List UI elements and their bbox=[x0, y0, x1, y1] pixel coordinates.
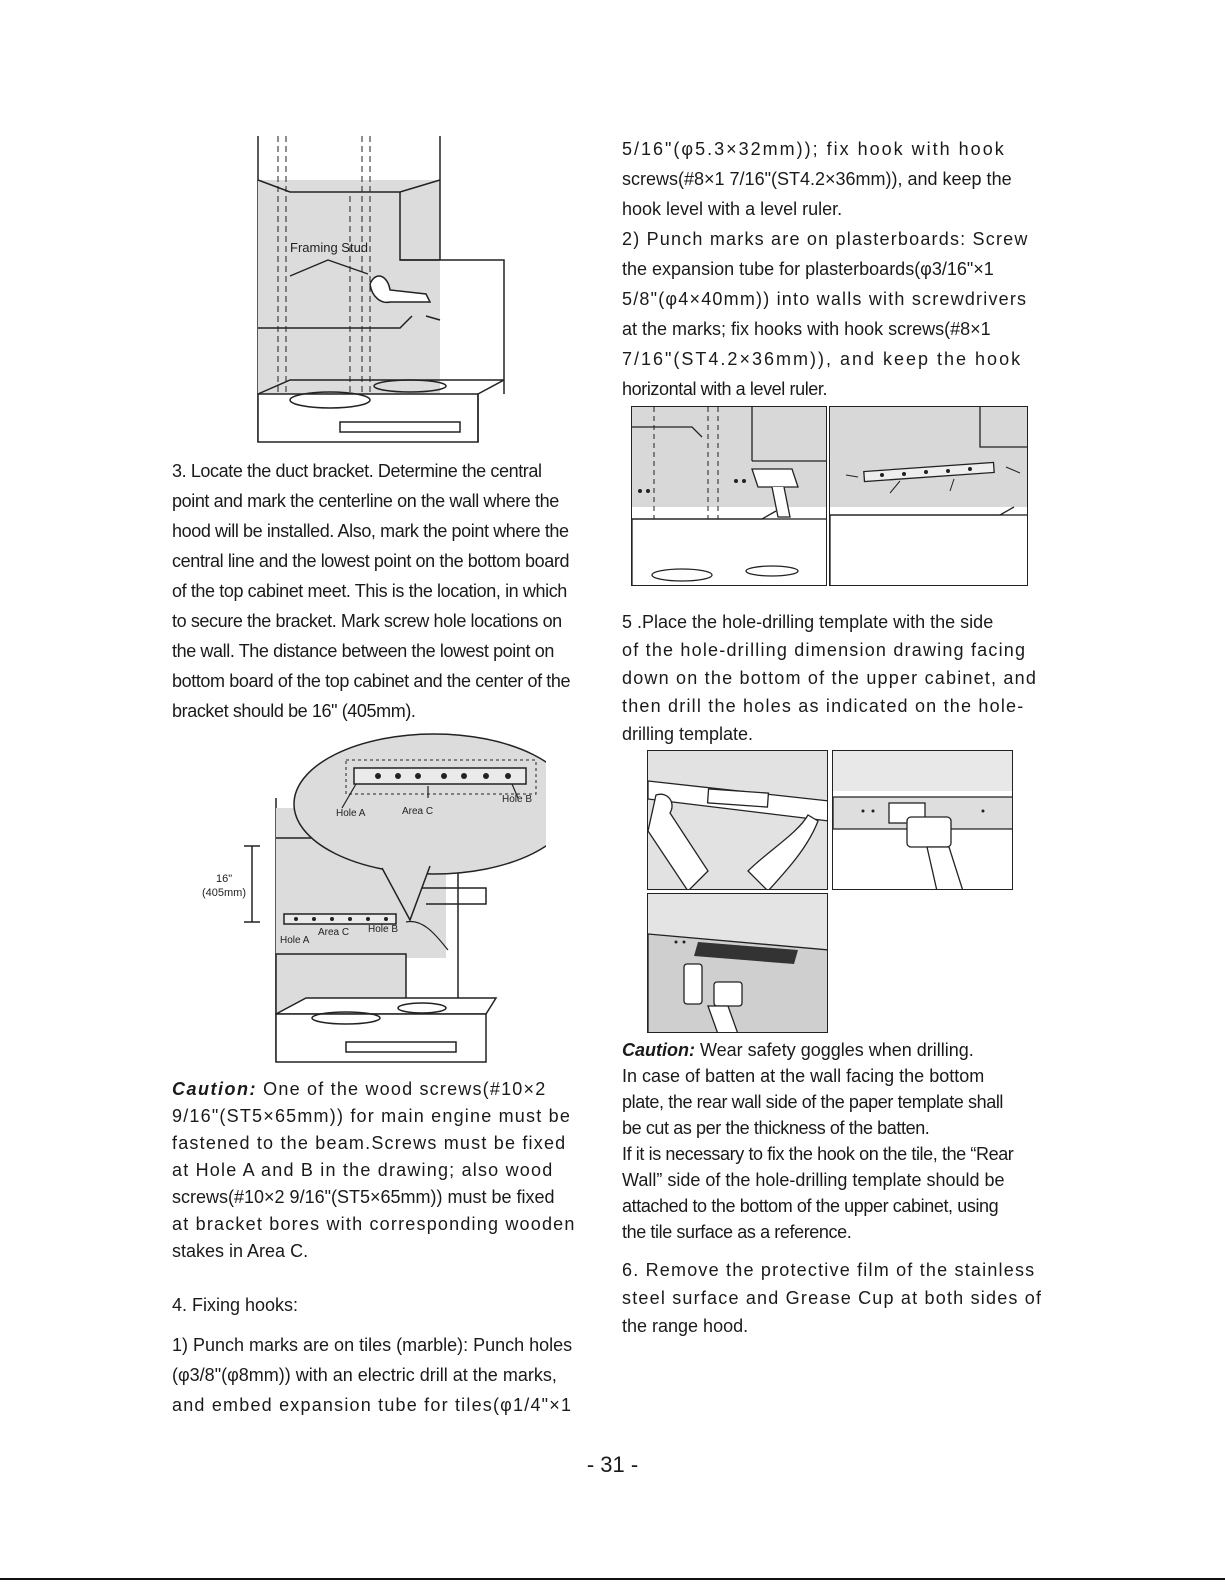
left-caution-block bbox=[172, 1076, 598, 1265]
drill-marks-illustration bbox=[631, 406, 827, 586]
hole-b-label: Hole B bbox=[368, 924, 399, 935]
dimension-mm: (405mm) bbox=[202, 887, 247, 899]
text-line: steel surface and Grease Cup at both sides of bbox=[622, 1288, 1043, 1308]
template-placement-illustration bbox=[647, 750, 828, 890]
text-line: at Hole A and B in the drawing; also wood bbox=[172, 1160, 554, 1180]
text-line: screws(#8×1 7/16"(ST4.2×36mm)), and keep the bbox=[622, 169, 1012, 189]
text-line: the wall. The distance between the lowest point on bbox=[172, 641, 554, 661]
text-line: bottom board of the top cabinet and the center of the bbox=[172, 671, 571, 691]
text-line: of the top cabinet meet. This is the location, in which bbox=[172, 581, 567, 601]
right-caution-block bbox=[622, 1037, 1052, 1245]
text-line: 5/8"(φ4×40mm)) into walls with screwdrivers bbox=[622, 289, 1028, 309]
text-line: If it is necessary to fix the hook on the tile, the “Rear bbox=[622, 1144, 1014, 1164]
text-line: down on the bottom of the upper cabinet, and bbox=[622, 668, 1038, 688]
text-line: In case of batten at the wall facing the bottom bbox=[622, 1066, 985, 1086]
text-line: at the marks; fix hooks with hook screws(#8×1 bbox=[622, 319, 991, 339]
framing-stud-label: Framing Stud bbox=[290, 240, 369, 255]
text-line: One of the wood screws(#10×2 bbox=[256, 1079, 547, 1099]
text-line: horizontal with a level ruler. bbox=[622, 379, 828, 399]
text-line: and embed expansion tube for tiles(φ1/4"×1 bbox=[172, 1395, 573, 1415]
text-line: 2) Punch marks are on plasterboards: Screw bbox=[622, 229, 1029, 249]
text-line: central line and the lowest point on the bottom board bbox=[172, 551, 570, 571]
text-line: 6. Remove the protective film of the stainless bbox=[622, 1260, 1036, 1280]
template-drilling-illustration bbox=[832, 750, 1013, 890]
bottom-rule bbox=[0, 1578, 1225, 1580]
text-line: (φ3/8"(φ8mm)) with an electric drill at the marks, bbox=[172, 1365, 557, 1385]
step4-title: 4. Fixing hooks: bbox=[172, 1295, 299, 1315]
caution-label: Caution: bbox=[172, 1079, 257, 1099]
area-c-label-zoom: Area C bbox=[402, 806, 434, 817]
text-line: 3. Locate the duct bracket. Determine the central bbox=[172, 461, 542, 481]
text-line: hook level with a level ruler. bbox=[622, 199, 843, 219]
page-number: - 31 - bbox=[586, 1452, 639, 1477]
text-line: the range hood. bbox=[622, 1316, 749, 1336]
hole-b-label-zoom: Hole B bbox=[502, 794, 533, 805]
hole-a-label-zoom: Hole A bbox=[336, 808, 366, 819]
text-line: the expansion tube for plasterboards(φ3/16"×1 bbox=[622, 259, 994, 279]
text-line: of the hole-drilling dimension drawing facing bbox=[622, 640, 1027, 660]
text-line: the tile surface as a reference. bbox=[622, 1222, 852, 1242]
hole-a-label: Hole A bbox=[280, 935, 310, 946]
area-c-label: Area C bbox=[318, 927, 350, 938]
text-line: Wear safety goggles when drilling. bbox=[694, 1040, 974, 1060]
duct-bracket-illustration bbox=[196, 728, 546, 1064]
caution-line-first bbox=[172, 1076, 598, 1103]
step6-block bbox=[622, 1256, 1052, 1340]
text-line: then drill the holes as indicated on the hole- bbox=[622, 696, 1025, 716]
text-line: bracket should be 16" (405mm). bbox=[172, 701, 416, 721]
step3-paragraph bbox=[172, 456, 598, 726]
text-line: stakes in Area C. bbox=[172, 1241, 309, 1261]
text-line: Wall” side of the hole-drilling template should be bbox=[622, 1170, 1005, 1190]
step5-block bbox=[622, 608, 1052, 748]
text-line: attached to the bottom of the upper cabinet, using bbox=[622, 1196, 999, 1216]
text-line: plate, the rear wall side of the paper template shall bbox=[622, 1092, 1004, 1112]
text-line: point and mark the centerline on the wall where the bbox=[172, 491, 559, 511]
text-line: screws(#10×2 9/16"(ST5×65mm)) must be fixed bbox=[172, 1187, 555, 1207]
text-line: 7/16"(ST4.2×36mm)), and keep the hook bbox=[622, 349, 1023, 369]
text-line: 5/16"(φ5.3×32mm)); fix hook with hook bbox=[622, 139, 1006, 159]
framing-stud-illustration bbox=[250, 136, 512, 444]
level-ruler-illustration bbox=[829, 406, 1028, 586]
dimension-inches: 16" bbox=[216, 873, 233, 885]
text-line: be cut as per the thickness of the batten. bbox=[622, 1118, 930, 1138]
cabinet-drilling-illustration bbox=[647, 893, 828, 1033]
text-line: hood will be installed. Also, mark the point where the bbox=[172, 521, 569, 541]
text-line: to secure the bracket. Mark screw hole locations on bbox=[172, 611, 562, 631]
step4-block bbox=[172, 1290, 598, 1420]
caution-line bbox=[622, 1037, 1052, 1063]
text-line: fastened to the beam.Screws must be fixed bbox=[172, 1133, 567, 1153]
text-line: drilling template. bbox=[622, 724, 754, 744]
text-line: 9/16"(ST5×65mm)) for main engine must be bbox=[172, 1106, 572, 1126]
caution-label: Caution: bbox=[622, 1040, 695, 1060]
text-line: 1) Punch marks are on tiles (marble): Punch holes bbox=[172, 1335, 573, 1355]
left-column bbox=[172, 456, 598, 726]
text-line: 5 .Place the hole-drilling template with the side bbox=[622, 612, 994, 632]
right-top-block bbox=[622, 134, 1052, 404]
text-line: at bracket bores with corresponding wooden bbox=[172, 1214, 576, 1234]
